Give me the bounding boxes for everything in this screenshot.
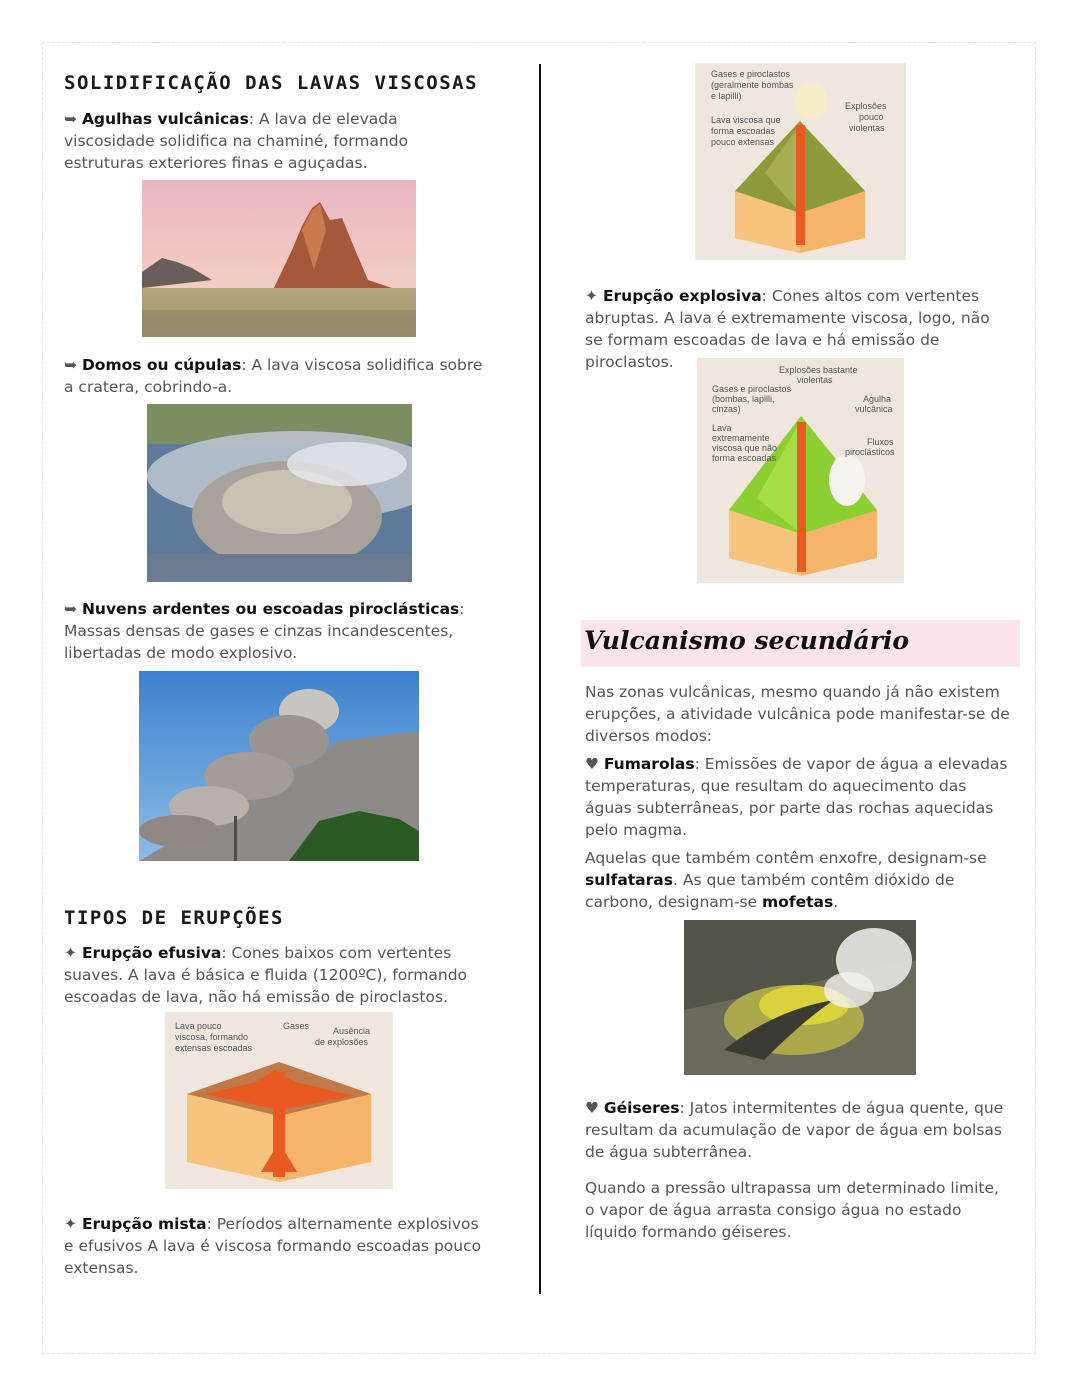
label-cinzas: cinzas) [712, 404, 741, 414]
photo-pyroclastic-flow [139, 671, 419, 861]
geiseres-paragraph [585, 1097, 1010, 1163]
label-violentas: violentas [797, 375, 833, 385]
arrow-bullet-icon: ➥ [64, 356, 77, 374]
arrow-bullet-icon: ➥ [64, 600, 77, 618]
heading-solidificacao: SOLIDIFICAÇÃO DAS LAVAS VISCOSAS [64, 72, 479, 94]
term-mofetas: mofetas [762, 893, 834, 911]
term-efusiva: Erupção efusiva [81, 944, 222, 962]
sulf-text-1: Aquelas que também contêm enxofre, designam-se [585, 849, 987, 867]
fumarolas-text: : Emissões de vapor de água a elevadas temperaturas, que resultam do aquecimento das águas subterrâneas, por parte das rochas aquecidas pelo magma. [585, 755, 1008, 839]
mista-paragraph [64, 1213, 484, 1279]
heart-bullet-icon: ♥ [585, 755, 599, 773]
label-lava-viscosa-que: Lava viscosa que [711, 115, 781, 125]
label-gases-piroclastos: Gases e piroclastos [711, 69, 791, 79]
sulf-text-3: . [833, 893, 839, 911]
heading-vulcanismo-secundario: Vulcanismo secundário [584, 626, 910, 655]
label-viscosa-que-nao: viscosa que não [712, 443, 778, 453]
agulhas-paragraph [64, 108, 484, 174]
sulf-text-2: . As que também contêm dióxido de carbono, designam-se [585, 871, 955, 911]
label-gases: Gases [283, 1021, 310, 1031]
term-mista: Erupção mista [81, 1215, 207, 1233]
photo-volcanic-needle [142, 180, 416, 337]
domos-text: : A lava viscosa solidifica sobre a cratera, cobrindo-a. [64, 356, 483, 396]
pressao-paragraph: Quando a pressão ultrapassa um determinado limite, o vapor de água arrasta consigo água no estado líquido formando géiseres. [585, 1179, 999, 1241]
arrow-bullet-icon: ➥ [64, 110, 77, 128]
label-de-explosoes: de explosões [315, 1037, 369, 1047]
label-violentas: violentas [849, 123, 885, 133]
label-gases-piroclastos: Gases e piroclastos [712, 384, 792, 394]
term-domos: Domos ou cúpulas [81, 356, 242, 374]
geiseres-text: : Jatos intermitentes de água quente, que resultam da acumulação de vapor de água em bolsas de água subterrânea. [585, 1099, 1004, 1161]
diagram-effusive-eruption [165, 1012, 393, 1189]
nuvens-paragraph [64, 598, 504, 664]
term-explosiva: Erupção explosiva [602, 287, 762, 305]
label-vulcanica: vulcânica [855, 404, 893, 414]
label-agulha: Agulha [863, 394, 892, 404]
star-bullet-icon: ✦ [64, 944, 77, 962]
label-ausencia: Ausência [333, 1026, 371, 1036]
sulfataras-paragraph [585, 847, 1010, 913]
label-viscosa-formando: viscosa, formando [175, 1032, 249, 1042]
label-extensas-escoadas: extensas escoadas [175, 1043, 253, 1053]
label-pouco-extensas: pouco extensas [711, 137, 775, 147]
domos-paragraph [64, 354, 484, 398]
diagram-mixed-eruption [695, 63, 906, 260]
efusiva-text: : Cones baixos com vertentes suaves. A lava é básica e fluida (1200ºC), formando escoadas de lava, não há emissão de piroclastos. [64, 944, 468, 1006]
label-geralmente-bombas: (geralmente bombas [711, 80, 794, 90]
explosiva-text: : Cones altos com vertentes abruptas. A lava é extremamente viscosa, logo, não se formam escoadas de lava e há emissão de piroclastos. [585, 287, 990, 371]
intro-paragraph: Nas zonas vulcânicas, mesmo quando já não existem erupções, a atividade vulcânica pode manifestar-se de diversos modos: [585, 683, 1010, 745]
label-e-lapilli: e lapilli) [711, 91, 742, 101]
fumarolas-paragraph [585, 753, 1010, 841]
term-agulhas: Agulhas vulcânicas [81, 110, 249, 128]
label-forma-escoadas: forma escoadas [711, 126, 776, 136]
nuvens-text: : Massas densas de gases e cinzas incandescentes, libertadas de modo explosivo. [64, 600, 465, 662]
label-pouco: pouco [859, 112, 884, 122]
mista-text: : Períodos alternamente explosivos e efusivos A lava é viscosa formando escoadas pouco extensas. [64, 1215, 482, 1277]
label-extremamente: extremamente [712, 433, 770, 443]
term-geiseres: Géiseres [603, 1099, 680, 1117]
term-nuvens: Nuvens ardentes ou escoadas piroclásticas [81, 600, 460, 618]
label-explosoes: Explosões [845, 101, 887, 111]
label-lava: Lava [712, 423, 732, 433]
heading-tipos-erupcoes: TIPOS DE ERUPÇÕES [64, 907, 284, 929]
star-bullet-icon: ✦ [64, 1215, 77, 1233]
label-bombas-lapilli: (bombas, lapilli, [712, 394, 775, 404]
label-explosoes-bastante: Explosões bastante [779, 365, 858, 375]
photo-lava-dome [147, 404, 412, 582]
photo-fumarole [684, 920, 916, 1075]
star-bullet-icon: ✦ [585, 287, 598, 305]
term-fumarolas: Fumarolas [603, 755, 695, 773]
column-divider [539, 64, 541, 1294]
agulhas-text: : A lava de elevada viscosidade solidifica na chaminé, formando estruturas exteriores finas e aguçadas. [64, 110, 409, 172]
term-sulfataras: sulfataras [585, 871, 673, 889]
label-piroclasticos: piroclásticos [845, 447, 895, 457]
label-fluxos: Fluxos [867, 437, 894, 447]
label-lava-pouco: Lava pouco [175, 1021, 222, 1031]
efusiva-paragraph [64, 942, 504, 1008]
label-forma-escoadas: forma escoadas [712, 453, 777, 463]
diagram-explosive-eruption [697, 358, 904, 583]
heart-bullet-icon: ♥ [585, 1099, 599, 1117]
